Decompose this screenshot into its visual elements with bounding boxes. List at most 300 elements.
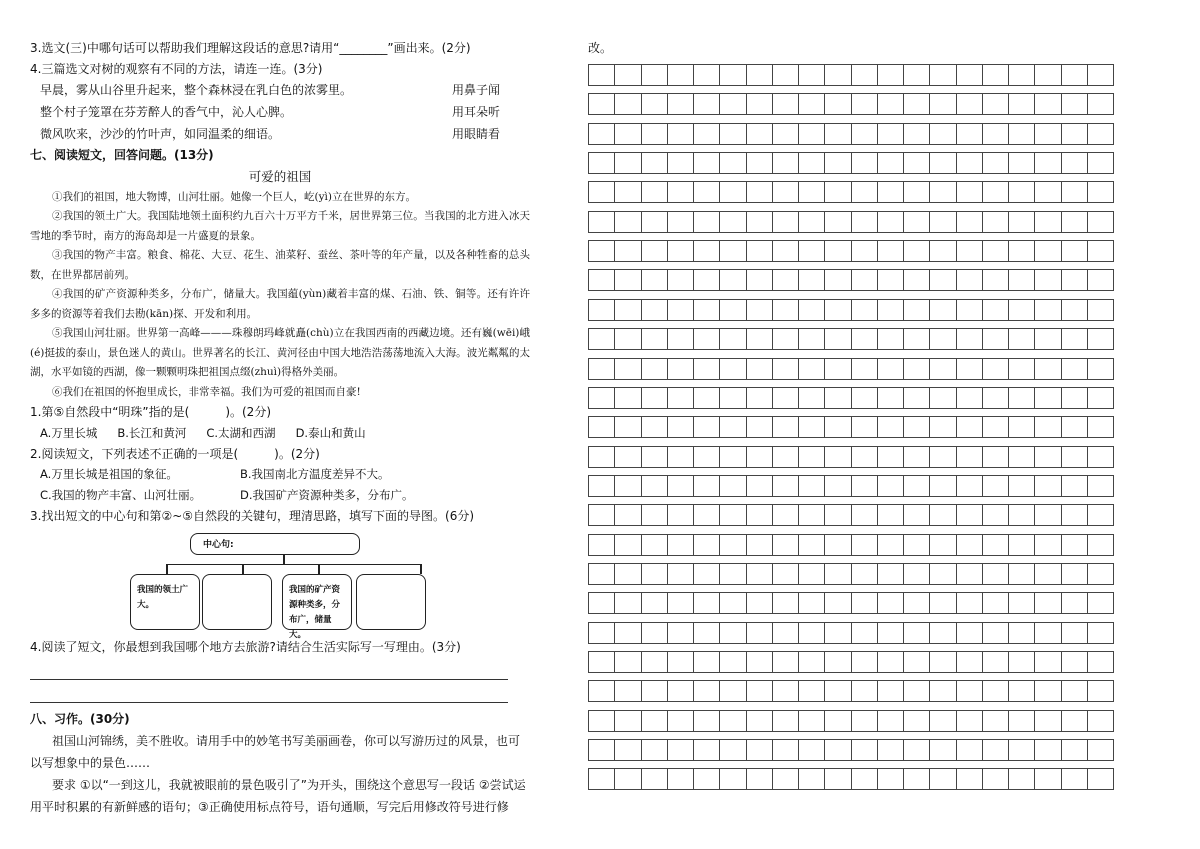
grid-cell[interactable] — [1062, 769, 1088, 789]
grid-cell[interactable] — [904, 241, 930, 261]
grid-cell[interactable] — [957, 300, 983, 320]
grid-cell[interactable] — [642, 681, 668, 701]
grid-cell[interactable] — [668, 124, 694, 144]
grid-cell[interactable] — [747, 153, 773, 173]
grid-cell[interactable] — [930, 182, 956, 202]
grid-cell[interactable] — [1062, 388, 1088, 408]
grid-cell[interactable] — [957, 417, 983, 437]
grid-cell[interactable] — [642, 740, 668, 760]
grid-cell[interactable] — [983, 182, 1009, 202]
grid-cell[interactable] — [799, 564, 825, 584]
grid-cell[interactable] — [589, 711, 615, 731]
grid-cell[interactable] — [904, 740, 930, 760]
grid-cell[interactable] — [799, 417, 825, 437]
grid-cell[interactable] — [1062, 124, 1088, 144]
grid-cell[interactable] — [615, 359, 641, 379]
grid-cell[interactable] — [1035, 505, 1061, 525]
grid-cell[interactable] — [668, 447, 694, 467]
grid-cell[interactable] — [1062, 65, 1088, 85]
grid-cell[interactable] — [1009, 300, 1035, 320]
grid-cell[interactable] — [1088, 270, 1113, 290]
grid-cell[interactable] — [773, 505, 799, 525]
grid-cell[interactable] — [878, 769, 904, 789]
grid-cell[interactable] — [694, 270, 720, 290]
grid-cell[interactable] — [930, 388, 956, 408]
grid-cell[interactable] — [694, 505, 720, 525]
grid-cell[interactable] — [773, 241, 799, 261]
grid-cell[interactable] — [930, 505, 956, 525]
grid-cell[interactable] — [983, 270, 1009, 290]
grid-cell[interactable] — [694, 182, 720, 202]
grid-cell[interactable] — [694, 711, 720, 731]
grid-cell[interactable] — [1062, 300, 1088, 320]
grid-cell[interactable] — [930, 212, 956, 232]
grid-cell[interactable] — [747, 505, 773, 525]
grid-cell[interactable] — [1009, 652, 1035, 672]
grid-cell[interactable] — [983, 212, 1009, 232]
grid-cell[interactable] — [642, 623, 668, 643]
grid-cell[interactable] — [720, 270, 746, 290]
grid-cell[interactable] — [957, 270, 983, 290]
grid-cell[interactable] — [720, 182, 746, 202]
grid-cell[interactable] — [904, 652, 930, 672]
grid-cell[interactable] — [747, 681, 773, 701]
grid-cell[interactable] — [930, 769, 956, 789]
grid-cell[interactable] — [747, 623, 773, 643]
grid-cell[interactable] — [668, 65, 694, 85]
grid-cell[interactable] — [642, 270, 668, 290]
grid-cell[interactable] — [878, 564, 904, 584]
grid-cell[interactable] — [983, 505, 1009, 525]
grid-cell[interactable] — [1088, 711, 1113, 731]
grid-cell[interactable] — [694, 94, 720, 114]
grid-cell[interactable] — [1009, 417, 1035, 437]
grid-cell[interactable] — [1035, 623, 1061, 643]
grid-cell[interactable] — [615, 65, 641, 85]
mind-map-box[interactable]: 我国的矿产资源种类多，分布广，储量大。 — [282, 574, 352, 630]
grid-cell[interactable] — [642, 476, 668, 496]
grid-cell[interactable] — [1088, 593, 1113, 613]
grid-cell[interactable] — [1009, 124, 1035, 144]
grid-cell[interactable] — [773, 447, 799, 467]
grid-cell[interactable] — [799, 212, 825, 232]
grid-cell[interactable] — [720, 769, 746, 789]
grid-cell[interactable] — [615, 623, 641, 643]
grid-cell[interactable] — [904, 711, 930, 731]
grid-cell[interactable] — [957, 182, 983, 202]
grid-cell[interactable] — [1088, 153, 1113, 173]
grid-cell[interactable] — [825, 711, 851, 731]
grid-cell[interactable] — [825, 94, 851, 114]
grid-cell[interactable] — [825, 359, 851, 379]
grid-cell[interactable] — [957, 329, 983, 349]
grid-cell[interactable] — [1035, 212, 1061, 232]
grid-cell[interactable] — [1088, 182, 1113, 202]
grid-cell[interactable] — [694, 300, 720, 320]
grid-cell[interactable] — [904, 476, 930, 496]
grid-cell[interactable] — [1035, 65, 1061, 85]
grid-cell[interactable] — [1062, 711, 1088, 731]
grid-cell[interactable] — [668, 535, 694, 555]
grid-cell[interactable] — [852, 241, 878, 261]
grid-cell[interactable] — [747, 94, 773, 114]
grid-cell[interactable] — [1088, 300, 1113, 320]
grid-cell[interactable] — [904, 769, 930, 789]
grid-cell[interactable] — [720, 476, 746, 496]
grid-cell[interactable] — [904, 447, 930, 467]
grid-cell[interactable] — [1088, 681, 1113, 701]
grid-cell[interactable] — [668, 241, 694, 261]
grid-cell[interactable] — [1035, 447, 1061, 467]
grid-cell[interactable] — [773, 740, 799, 760]
grid-cell[interactable] — [642, 329, 668, 349]
grid-cell[interactable] — [957, 535, 983, 555]
grid-cell[interactable] — [615, 270, 641, 290]
grid-cell[interactable] — [773, 212, 799, 232]
grid-cell[interactable] — [615, 417, 641, 437]
grid-cell[interactable] — [1088, 740, 1113, 760]
grid-cell[interactable] — [799, 623, 825, 643]
grid-cell[interactable] — [720, 153, 746, 173]
grid-cell[interactable] — [983, 623, 1009, 643]
grid-cell[interactable] — [1009, 564, 1035, 584]
grid-cell[interactable] — [983, 476, 1009, 496]
grid-cell[interactable] — [825, 447, 851, 467]
grid-cell[interactable] — [799, 711, 825, 731]
grid-cell[interactable] — [1035, 564, 1061, 584]
grid-cell[interactable] — [852, 535, 878, 555]
grid-cell[interactable] — [615, 652, 641, 672]
grid-cell[interactable] — [747, 124, 773, 144]
grid-cell[interactable] — [589, 329, 615, 349]
grid-cell[interactable] — [668, 623, 694, 643]
grid-cell[interactable] — [930, 564, 956, 584]
grid-cell[interactable] — [1035, 593, 1061, 613]
grid-cell[interactable] — [589, 593, 615, 613]
grid-cell[interactable] — [852, 359, 878, 379]
grid-cell[interactable] — [773, 65, 799, 85]
grid-cell[interactable] — [1062, 505, 1088, 525]
grid-cell[interactable] — [1035, 652, 1061, 672]
grid-cell[interactable] — [904, 417, 930, 437]
grid-cell[interactable] — [589, 270, 615, 290]
grid-cell[interactable] — [825, 212, 851, 232]
grid-cell[interactable] — [668, 300, 694, 320]
grid-cell[interactable] — [668, 182, 694, 202]
grid-cell[interactable] — [1088, 417, 1113, 437]
grid-cell[interactable] — [799, 182, 825, 202]
grid-cell[interactable] — [799, 476, 825, 496]
grid-cell[interactable] — [642, 535, 668, 555]
grid-cell[interactable] — [1062, 447, 1088, 467]
grid-cell[interactable] — [852, 711, 878, 731]
grid-cell[interactable] — [799, 681, 825, 701]
grid-cell[interactable] — [957, 94, 983, 114]
grid-cell[interactable] — [720, 505, 746, 525]
grid-cell[interactable] — [878, 535, 904, 555]
grid-cell[interactable] — [589, 623, 615, 643]
grid-cell[interactable] — [852, 94, 878, 114]
grid-cell[interactable] — [957, 388, 983, 408]
grid-cell[interactable] — [904, 505, 930, 525]
mind-map-center[interactable]: 中心句: — [190, 533, 360, 555]
grid-cell[interactable] — [878, 65, 904, 85]
grid-cell[interactable] — [825, 329, 851, 349]
grid-cell[interactable] — [720, 359, 746, 379]
grid-cell[interactable] — [642, 388, 668, 408]
grid-cell[interactable] — [720, 417, 746, 437]
grid-cell[interactable] — [1009, 94, 1035, 114]
grid-cell[interactable] — [615, 182, 641, 202]
grid-cell[interactable] — [825, 564, 851, 584]
grid-cell[interactable] — [878, 388, 904, 408]
grid-cell[interactable] — [825, 505, 851, 525]
grid-cell[interactable] — [694, 681, 720, 701]
grid-cell[interactable] — [1062, 535, 1088, 555]
grid-cell[interactable] — [589, 505, 615, 525]
grid-cell[interactable] — [983, 329, 1009, 349]
grid-cell[interactable] — [799, 359, 825, 379]
grid-cell[interactable] — [668, 359, 694, 379]
grid-cell[interactable] — [642, 241, 668, 261]
grid-cell[interactable] — [589, 652, 615, 672]
grid-cell[interactable] — [720, 681, 746, 701]
grid-cell[interactable] — [1062, 212, 1088, 232]
grid-cell[interactable] — [957, 681, 983, 701]
grid-cell[interactable] — [852, 447, 878, 467]
grid-cell[interactable] — [747, 476, 773, 496]
grid-cell[interactable] — [642, 124, 668, 144]
grid-cell[interactable] — [1009, 740, 1035, 760]
grid-cell[interactable] — [1035, 740, 1061, 760]
grid-cell[interactable] — [720, 652, 746, 672]
grid-cell[interactable] — [983, 359, 1009, 379]
grid-cell[interactable] — [878, 359, 904, 379]
grid-cell[interactable] — [957, 212, 983, 232]
grid-cell[interactable] — [983, 124, 1009, 144]
grid-cell[interactable] — [615, 388, 641, 408]
grid-cell[interactable] — [1009, 270, 1035, 290]
grid-cell[interactable] — [957, 652, 983, 672]
grid-cell[interactable] — [983, 65, 1009, 85]
grid-cell[interactable] — [1009, 388, 1035, 408]
grid-cell[interactable] — [904, 270, 930, 290]
grid-cell[interactable] — [1035, 270, 1061, 290]
grid-cell[interactable] — [930, 417, 956, 437]
grid-cell[interactable] — [720, 65, 746, 85]
grid-cell[interactable] — [615, 769, 641, 789]
grid-cell[interactable] — [983, 241, 1009, 261]
grid-cell[interactable] — [1062, 652, 1088, 672]
grid-cell[interactable] — [589, 153, 615, 173]
grid-cell[interactable] — [1009, 505, 1035, 525]
grid-cell[interactable] — [589, 769, 615, 789]
grid-cell[interactable] — [668, 593, 694, 613]
grid-cell[interactable] — [615, 505, 641, 525]
grid-cell[interactable] — [1088, 769, 1113, 789]
grid-cell[interactable] — [589, 740, 615, 760]
grid-cell[interactable] — [983, 681, 1009, 701]
grid-cell[interactable] — [642, 212, 668, 232]
grid-cell[interactable] — [825, 300, 851, 320]
grid-cell[interactable] — [825, 681, 851, 701]
grid-cell[interactable] — [1009, 182, 1035, 202]
grid-cell[interactable] — [668, 681, 694, 701]
grid-cell[interactable] — [957, 241, 983, 261]
grid-cell[interactable] — [694, 153, 720, 173]
grid-cell[interactable] — [1062, 329, 1088, 349]
grid-cell[interactable] — [773, 564, 799, 584]
grid-cell[interactable] — [904, 124, 930, 144]
grid-cell[interactable] — [720, 564, 746, 584]
grid-cell[interactable] — [878, 476, 904, 496]
grid-cell[interactable] — [589, 212, 615, 232]
grid-cell[interactable] — [852, 182, 878, 202]
grid-cell[interactable] — [983, 535, 1009, 555]
grid-cell[interactable] — [825, 182, 851, 202]
grid-cell[interactable] — [615, 329, 641, 349]
grid-cell[interactable] — [773, 769, 799, 789]
grid-cell[interactable] — [878, 212, 904, 232]
grid-cell[interactable] — [904, 94, 930, 114]
grid-cell[interactable] — [1009, 241, 1035, 261]
grid-cell[interactable] — [589, 388, 615, 408]
grid-cell[interactable] — [1062, 476, 1088, 496]
grid-cell[interactable] — [930, 124, 956, 144]
grid-cell[interactable] — [642, 94, 668, 114]
grid-cell[interactable] — [1062, 417, 1088, 437]
grid-cell[interactable] — [878, 241, 904, 261]
grid-cell[interactable] — [904, 212, 930, 232]
grid-cell[interactable] — [1035, 711, 1061, 731]
grid-cell[interactable] — [957, 359, 983, 379]
grid-cell[interactable] — [983, 300, 1009, 320]
grid-cell[interactable] — [773, 270, 799, 290]
grid-cell[interactable] — [747, 535, 773, 555]
grid-cell[interactable] — [1035, 417, 1061, 437]
grid-cell[interactable] — [615, 564, 641, 584]
grid-cell[interactable] — [852, 329, 878, 349]
grid-cell[interactable] — [1035, 329, 1061, 349]
grid-cell[interactable] — [983, 593, 1009, 613]
grid-cell[interactable] — [1088, 505, 1113, 525]
grid-cell[interactable] — [720, 329, 746, 349]
grid-cell[interactable] — [773, 593, 799, 613]
grid-cell[interactable] — [694, 564, 720, 584]
grid-cell[interactable] — [878, 94, 904, 114]
grid-cell[interactable] — [852, 417, 878, 437]
grid-cell[interactable] — [747, 359, 773, 379]
grid-cell[interactable] — [799, 447, 825, 467]
grid-cell[interactable] — [904, 564, 930, 584]
grid-cell[interactable] — [904, 300, 930, 320]
grid-cell[interactable] — [1035, 769, 1061, 789]
grid-cell[interactable] — [799, 153, 825, 173]
grid-cell[interactable] — [852, 564, 878, 584]
grid-cell[interactable] — [1009, 535, 1035, 555]
grid-cell[interactable] — [825, 417, 851, 437]
grid-cell[interactable] — [799, 124, 825, 144]
grid-cell[interactable] — [825, 476, 851, 496]
grid-cell[interactable] — [825, 241, 851, 261]
grid-cell[interactable] — [747, 564, 773, 584]
grid-cell[interactable] — [747, 652, 773, 672]
grid-cell[interactable] — [930, 329, 956, 349]
grid-cell[interactable] — [1088, 359, 1113, 379]
grid-cell[interactable] — [1009, 65, 1035, 85]
grid-cell[interactable] — [825, 153, 851, 173]
grid-cell[interactable] — [1035, 300, 1061, 320]
grid-cell[interactable] — [904, 388, 930, 408]
grid-cell[interactable] — [720, 593, 746, 613]
grid-cell[interactable] — [615, 535, 641, 555]
grid-cell[interactable] — [878, 182, 904, 202]
grid-cell[interactable] — [720, 535, 746, 555]
grid-cell[interactable] — [825, 388, 851, 408]
grid-cell[interactable] — [904, 153, 930, 173]
grid-cell[interactable] — [878, 417, 904, 437]
grid-cell[interactable] — [930, 535, 956, 555]
grid-cell[interactable] — [694, 535, 720, 555]
grid-cell[interactable] — [720, 447, 746, 467]
grid-cell[interactable] — [1035, 124, 1061, 144]
grid-cell[interactable] — [904, 535, 930, 555]
grid-cell[interactable] — [615, 447, 641, 467]
grid-cell[interactable] — [668, 153, 694, 173]
grid-cell[interactable] — [694, 329, 720, 349]
grid-cell[interactable] — [1088, 564, 1113, 584]
grid-cell[interactable] — [773, 94, 799, 114]
grid-cell[interactable] — [1009, 593, 1035, 613]
grid-cell[interactable] — [747, 711, 773, 731]
grid-cell[interactable] — [589, 241, 615, 261]
grid-cell[interactable] — [1009, 329, 1035, 349]
grid-cell[interactable] — [615, 241, 641, 261]
grid-cell[interactable] — [747, 65, 773, 85]
grid-cell[interactable] — [615, 153, 641, 173]
grid-cell[interactable] — [983, 417, 1009, 437]
grid-cell[interactable] — [1088, 329, 1113, 349]
grid-cell[interactable] — [720, 300, 746, 320]
grid-cell[interactable] — [1035, 153, 1061, 173]
grid-cell[interactable] — [1009, 681, 1035, 701]
grid-cell[interactable] — [1088, 652, 1113, 672]
grid-cell[interactable] — [878, 300, 904, 320]
grid-cell[interactable] — [747, 593, 773, 613]
grid-cell[interactable] — [694, 593, 720, 613]
grid-cell[interactable] — [930, 623, 956, 643]
grid-cell[interactable] — [642, 182, 668, 202]
grid-cell[interactable] — [852, 740, 878, 760]
grid-cell[interactable] — [747, 417, 773, 437]
grid-cell[interactable] — [694, 652, 720, 672]
grid-cell[interactable] — [799, 535, 825, 555]
grid-cell[interactable] — [1062, 740, 1088, 760]
grid-cell[interactable] — [589, 182, 615, 202]
grid-cell[interactable] — [904, 329, 930, 349]
grid-cell[interactable] — [1088, 124, 1113, 144]
grid-cell[interactable] — [747, 329, 773, 349]
grid-cell[interactable] — [694, 769, 720, 789]
grid-cell[interactable] — [1009, 769, 1035, 789]
mind-map-box[interactable] — [202, 574, 272, 630]
grid-cell[interactable] — [642, 652, 668, 672]
grid-cell[interactable] — [668, 212, 694, 232]
grid-cell[interactable] — [1035, 388, 1061, 408]
grid-cell[interactable] — [694, 476, 720, 496]
grid-cell[interactable] — [957, 564, 983, 584]
grid-cell[interactable] — [930, 711, 956, 731]
